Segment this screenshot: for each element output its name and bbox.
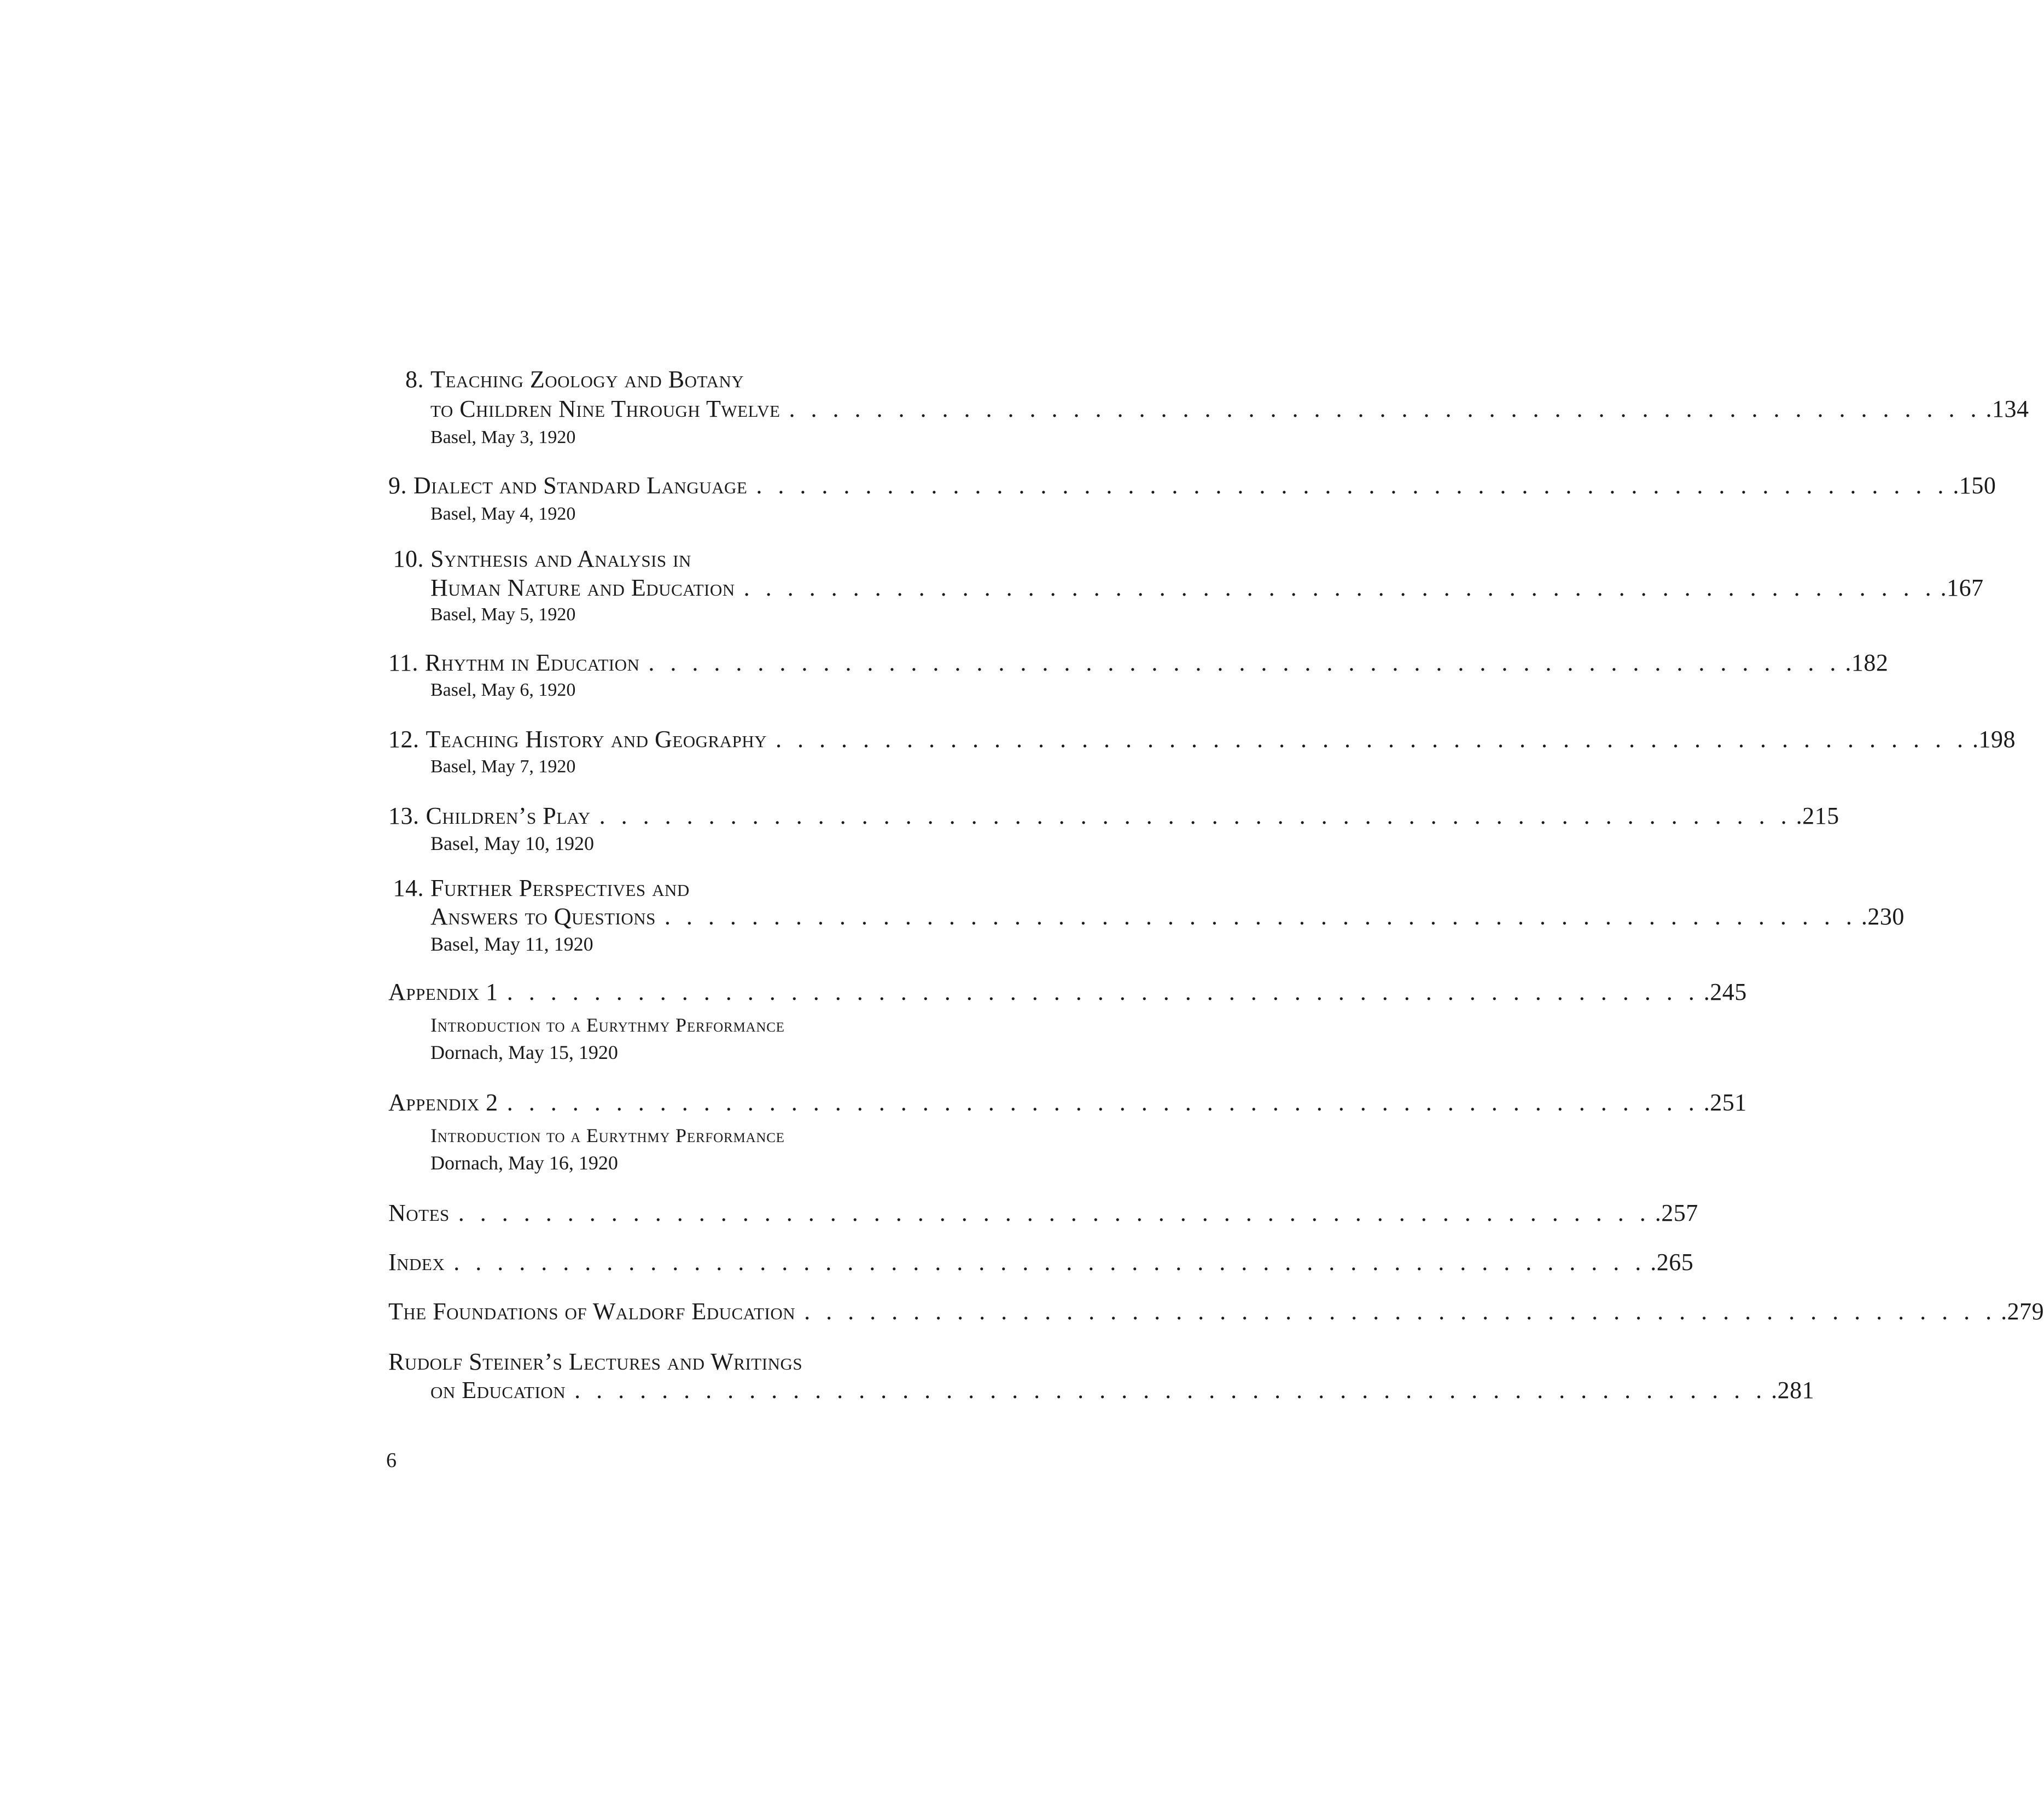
toc-entry-number: 10. [393, 545, 424, 572]
toc-page-number: .134 [1985, 395, 2029, 422]
toc-entry-title-line-1: Appendix 2 [388, 1089, 498, 1116]
toc-entry-title [388, 725, 2016, 754]
dot-leader: . . . . . . . . . . . . . . . . . . . . . . . . . . . . . . . . . . . . . . . . . . . . . . . . . . . . . . . [458, 1200, 1651, 1226]
toc-page-number: .215 [1796, 802, 1839, 829]
toc-entry-title-line-1: Children’s Play [426, 802, 591, 829]
toc-page-number: .182 [1845, 649, 1889, 676]
lecture-place-date: Basel, May 7, 1920 [430, 756, 576, 777]
toc-page-number: .265 [1650, 1249, 1694, 1276]
toc-entry-title-continued [430, 574, 1984, 602]
toc-page-number: .257 [1655, 1200, 1698, 1226]
toc-entry-title-line-1: Further Perspectives and [430, 875, 690, 901]
dot-leader: . . . . . . . . . . . . . . . . . . . . . . . . . . . . . . . . . . . . . . . . . . . . . . . . . . . . . . . [453, 1249, 1646, 1276]
lecture-place-date: Basel, May 6, 1920 [430, 680, 576, 700]
toc-page-number: .230 [1861, 903, 1905, 930]
dot-leader: . . . . . . . . . . . . . . . . . . . . . . . . . . . . . . . . . . . . . . . . . . . . . . . . . . . . . . . [664, 903, 1857, 930]
toc-entry-number: 9. [388, 472, 407, 499]
dot-leader: . . . . . . . . . . . . . . . . . . . . . . . . . . . . . . . . . . . . . . . . . . . . . . . . . . . . . . . [789, 395, 1982, 422]
dot-leader: . . . . . . . . . . . . . . . . . . . . . . . . . . . . . . . . . . . . . . . . . . . . . . . . . . . . . . . [804, 1298, 1997, 1325]
toc-page-number: .150 [1953, 472, 1996, 499]
toc-entry-number: 13. [388, 802, 420, 829]
toc-entry-title [388, 1297, 2044, 1326]
toc-entry-title [388, 649, 1889, 677]
toc-entry-title-line-2: on Education [430, 1377, 566, 1404]
toc-entry-title [388, 365, 1039, 394]
dot-leader: . . . . . . . . . . . . . . . . . . . . . . . . . . . . . . . . . . . . . . . . . . . . . . . . . . . . . . . [506, 1089, 1699, 1116]
toc-entry-title-line-1: Rudolf Steiner’s Lectures and Writings [388, 1348, 803, 1375]
toc-entry-title-continued [430, 395, 2029, 423]
toc-entry-title-line-1: Rhythm in Education [424, 649, 640, 676]
toc-entry-number: 11. [388, 649, 418, 676]
toc-entry-title-line-1: Synthesis and Analysis in [430, 545, 691, 572]
dot-leader: . . . . . . . . . . . . . . . . . . . . . . . . . . . . . . . . . . . . . . . . . . . . . . . . . . . . . . . [574, 1377, 1767, 1404]
toc-page-number: .251 [1703, 1089, 1747, 1116]
toc-entry-title [388, 802, 1839, 830]
toc-entry-title [388, 1248, 1694, 1277]
toc-entry-title [388, 1199, 1698, 1227]
dot-leader: . . . . . . . . . . . . . . . . . . . . . . . . . . . . . . . . . . . . . . . . . . . . . . . . . . . . . . . [506, 979, 1699, 1005]
toc-entry-title-line-1: Teaching History and Geography [426, 726, 767, 753]
dot-leader: . . . . . . . . . . . . . . . . . . . . . . . . . . . . . . . . . . . . . . . . . . . . . . . . . . . . . . . [648, 649, 1841, 676]
toc-entry-number: 8. [405, 366, 424, 393]
toc-entry-title [388, 1348, 1039, 1376]
toc-page-number: .281 [1771, 1377, 1815, 1404]
toc-entry-title-line-2: Human Nature and Education [430, 574, 735, 601]
lecture-place-date: Dornach, May 16, 1920 [430, 1152, 618, 1174]
lecture-place-date: Basel, May 4, 1920 [430, 504, 576, 524]
lecture-place-date: Basel, May 5, 1920 [430, 604, 576, 625]
toc-page-number: .167 [1940, 574, 1984, 601]
toc-entry-title-line-1: The Foundations of Waldorf Education [388, 1298, 796, 1325]
toc-page-number: .198 [1972, 726, 2016, 753]
toc-entry-title-continued [430, 1376, 1815, 1405]
lecture-place-date: Basel, May 11, 1920 [430, 933, 593, 955]
toc-entry-title-line-1: Dialect and Standard Language [414, 472, 748, 499]
toc-entry-title [388, 471, 1996, 500]
toc-entry-title [388, 1088, 1747, 1117]
toc-entry-title [388, 545, 1039, 573]
toc-page-number: .245 [1703, 979, 1747, 1005]
lecture-place-date: Dornach, May 15, 1920 [430, 1041, 618, 1063]
page-number: 6 [386, 1449, 397, 1472]
dot-leader: . . . . . . . . . . . . . . . . . . . . . . . . . . . . . . . . . . . . . . . . . . . . . . . . . . . . . . . [756, 472, 1949, 499]
toc-entry-title-line-1: Appendix 1 [388, 979, 498, 1005]
toc-entry-title-line-1: Teaching Zoology and Botany [430, 366, 744, 393]
toc-page-number: .279 [2001, 1298, 2044, 1325]
toc-entry-title-line-2: Answers to Questions [430, 903, 656, 930]
lecture-place-date: Basel, May 3, 1920 [430, 427, 576, 447]
appendix-subtitle: Introduction to a Eurythmy Performance [430, 1014, 785, 1036]
toc-entry-title-continued [430, 902, 1905, 931]
toc-entry-number: 12. [388, 726, 420, 753]
toc-entry-title-line-1: Index [388, 1249, 445, 1276]
toc-entry-title [388, 978, 1747, 1006]
toc-entry-title-line-1: Notes [388, 1200, 450, 1226]
toc-entry-number: 14. [393, 875, 424, 901]
appendix-subtitle: Introduction to a Eurythmy Performance [430, 1125, 785, 1146]
toc-entry-title-line-2: to Children Nine Through Twelve [430, 395, 781, 422]
dot-leader: . . . . . . . . . . . . . . . . . . . . . . . . . . . . . . . . . . . . . . . . . . . . . . . . . . . . . . . [743, 574, 1936, 601]
dot-leader: . . . . . . . . . . . . . . . . . . . . . . . . . . . . . . . . . . . . . . . . . . . . . . . . . . . . . . . [776, 726, 1969, 753]
toc-entry-title [388, 874, 1039, 902]
lecture-place-date: Basel, May 10, 1920 [430, 832, 594, 854]
dot-leader: . . . . . . . . . . . . . . . . . . . . . . . . . . . . . . . . . . . . . . . . . . . . . . . . . . . . . . . [599, 802, 1792, 829]
